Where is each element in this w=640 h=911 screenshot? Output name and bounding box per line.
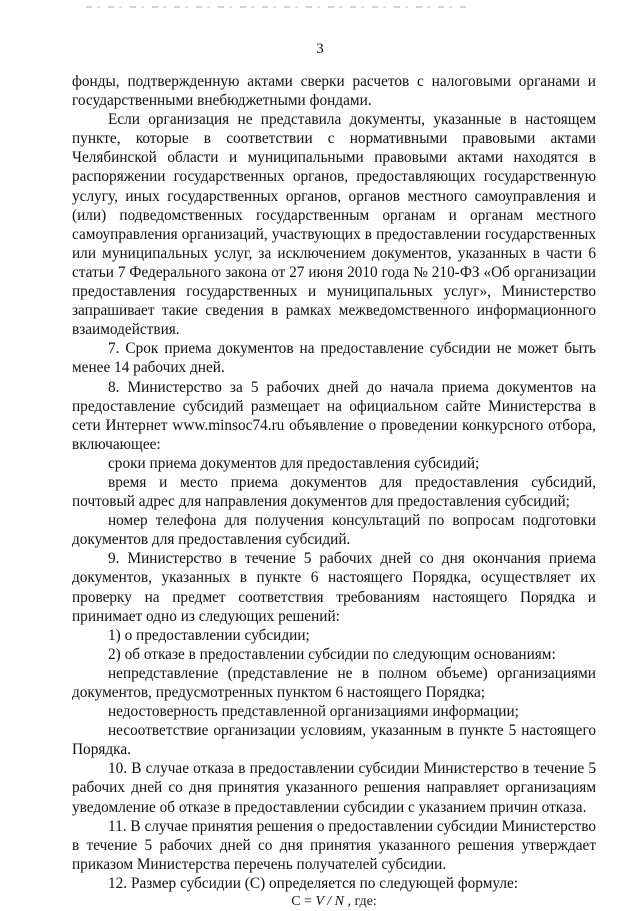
paragraph-ground-inaccuracy: недостоверность представленной организациями информации; <box>108 703 519 721</box>
paragraph-interagency-request: Если организация не представила документы, указанные в настоящем пункте, которые в соответствии с нормативными правовыми актами Челябинской области и муниципальными правовыми актами находятся в распоряжении государственных органов, предоставляющих государственную услугу, иных государственных органов, органов местного самоуправления и (или) подведомственных государственным органам и органам местного самоуправления организаций, участвующих в предоставлении государственных или муниципальных услуг, за исключением документов, указанных в части 6 статьи 7 Федерального закона от 27 июня 2010 года № 210-ФЗ «Об организации предоставления государственных и муниципальных услуг», Министерство запрашивает такие сведения в рамках межведомственного информационного взаимодействия. <box>72 111 596 339</box>
formula-suffix: , где: <box>343 894 377 910</box>
formula-lhs: С = <box>291 894 316 910</box>
paragraph-item-10: 10. В случае отказа в предоставлении субсидии Министерство в течение 5 рабочих дней со дня принятия указанного решения направляет организациям уведомление об отказе в предоставлении субсидии с указанием причин отказа. <box>72 760 596 816</box>
paragraph-item-7: 7. Срок приема документов на предоставление субсидии не может быть менее 14 рабочих дней. <box>72 340 596 377</box>
page-number: 3 <box>316 41 324 57</box>
paragraph-item-9-option-2: 2) об отказе в предоставлении субсидии по следующим основаниям: <box>108 645 556 663</box>
paragraph-item-8-place: время и место приема документов для предоставления субсидий, почтовый адрес для направления документов для предоставления субсидий; <box>72 473 596 511</box>
paragraph-ground-nonconformity: несоответствие организации условиям, указанным в пункте 5 настоящего Порядка. <box>72 722 596 759</box>
formula-expression: V / N <box>315 894 344 910</box>
paragraph-item-9: 9. Министерство в течение 5 рабочих дней со дня окончания приема документов, указанных в пункте 6 настоящего Порядка, осуществляет их проверку на предмет соответствия требованиям настоящего Порядка и принимает одно из следующих решений: <box>72 550 596 625</box>
paragraph-item-11: 11. В случае принятия решения о предоставлении субсидии Министерство в течение 5 рабочих дней со дня принятия указанного решения утверждает приказом Министерства перечень получателей субсидии. <box>72 817 596 873</box>
paragraph-item-8-phone: номер телефона для получения консультаций по вопросам подготовки документов для предоставления субсидий. <box>72 512 596 549</box>
scan-artifact-header <box>86 6 466 8</box>
paragraph-item-8: 8. Министерство за 5 рабочих дней до начала приема документов на предоставление субсидий размещает на официальном сайте Министерства в сети Интернет www.minsoc74.ru объявление о проведении конкурсного отбора, включающее: <box>72 378 596 453</box>
document-body <box>72 72 596 911</box>
paragraph-item-9-option-1: 1) о предоставлении субсидии; <box>108 626 310 644</box>
paragraph-continuation: фонды, подтвержденную актами сверки расчетов с налоговыми органами и государственными внебюджетными фондами. <box>72 73 596 110</box>
subsidy-formula <box>72 893 596 911</box>
paragraph-item-8-deadlines: сроки приема документов для предоставления субсидий; <box>108 454 480 472</box>
paragraph-item-12: 12. Размер субсидии (С) определяется по следующей формуле: <box>108 874 519 892</box>
paragraph-ground-nonsubmission: непредставление (представление не в полном объеме) организациями документов, предусмотренных пунктом 6 настоящего Порядка; <box>72 664 596 701</box>
